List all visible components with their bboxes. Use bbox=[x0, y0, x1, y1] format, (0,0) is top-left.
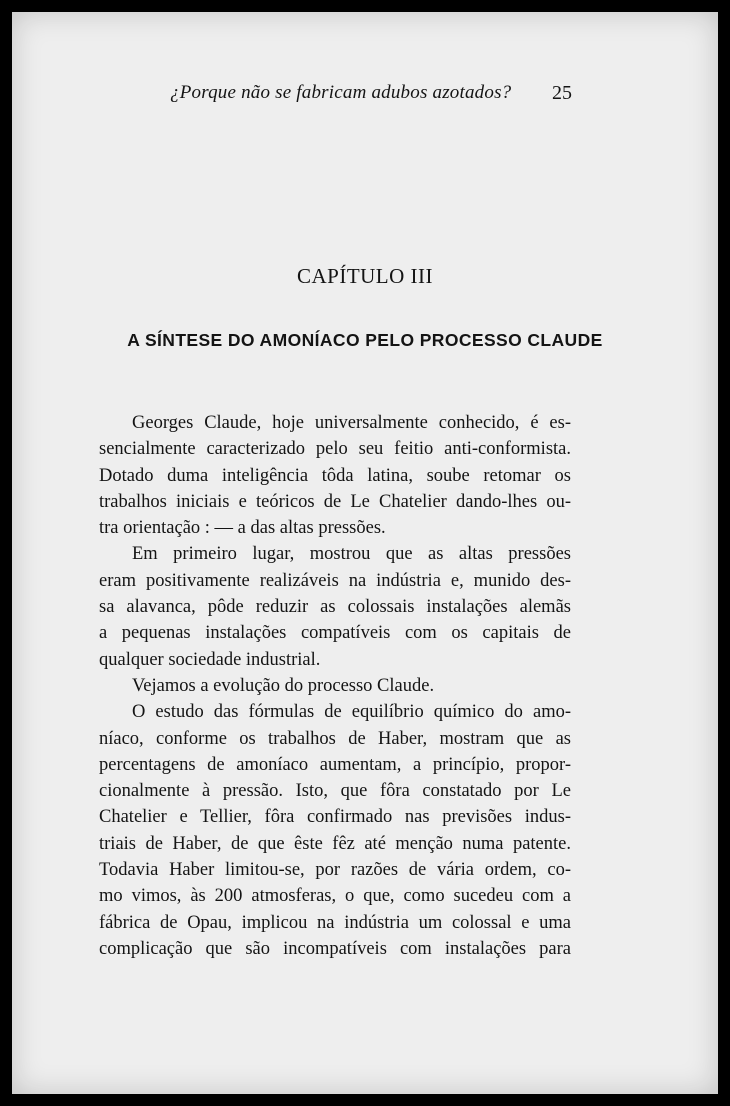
running-title: ¿Porque não se fabricam adubos azotados? bbox=[170, 82, 512, 103]
chapter-label: CAPÍTULO III bbox=[296, 264, 434, 288]
text-line: Chatelier e Tellier, fôra confirmado nas previsões indus- bbox=[99, 807, 571, 828]
text-line: Em primeiro lugar, mostrou que as altas pressões bbox=[132, 544, 571, 565]
text-line: percentagens de amoníaco aumentam, a princípio, propor- bbox=[99, 754, 571, 775]
text-line: triais de Haber, de que êste fêz até menção numa patente. bbox=[99, 833, 571, 854]
book-page bbox=[12, 12, 718, 1094]
text-line: Todavia Haber limitou-se, por razões de vária ordem, co- bbox=[99, 860, 571, 881]
text-line: qualquer sociedade industrial. bbox=[99, 649, 321, 670]
chapter-title: A SÍNTESE DO AMONÍACO PELO PROCESSO CLAUDE bbox=[127, 330, 603, 350]
text-line: O estudo das fórmulas de equilíbrio químico do amo- bbox=[132, 702, 571, 723]
text-line: a pequenas instalações compatíveis com os capitais de bbox=[99, 623, 571, 644]
text-line: níaco, conforme os trabalhos de Haber, mostram que as bbox=[99, 728, 571, 749]
text-line: Georges Claude, hoje universalmente conhecido, é es- bbox=[132, 413, 571, 433]
text-line: tra orientação : — a das altas pressões. bbox=[99, 518, 386, 539]
text-line: cionalmente à pressão. Isto, que fôra constatado por Le bbox=[99, 781, 571, 802]
text-line: Vejamos a evolução do processo Claude. bbox=[132, 675, 435, 696]
body-text bbox=[99, 410, 571, 962]
text-line: mo vimos, às 200 atmosferas, o que, como sucedeu com a bbox=[99, 886, 571, 907]
text-line: trabalhos iniciais e teóricos de Le Chatelier dando-lhes ou- bbox=[99, 491, 571, 512]
page-number: 25 bbox=[552, 82, 572, 104]
text-line: fábrica de Opau, implicou na indústria um colossal e uma bbox=[99, 912, 571, 933]
text-line: eram positivamente realizáveis na indústria e, munido des- bbox=[99, 570, 571, 591]
text-line: Dotado duma inteligência tôda latina, soube retomar os bbox=[99, 465, 571, 486]
text-line: sa alavanca, pôde reduzir as colossais instalações alemãs bbox=[99, 597, 571, 618]
text-line: complicação que são incompatíveis com instalações para bbox=[99, 938, 571, 959]
running-header bbox=[12, 82, 718, 112]
text-line: sencialmente caracterizado pelo seu feitio anti-conformista. bbox=[99, 439, 571, 460]
